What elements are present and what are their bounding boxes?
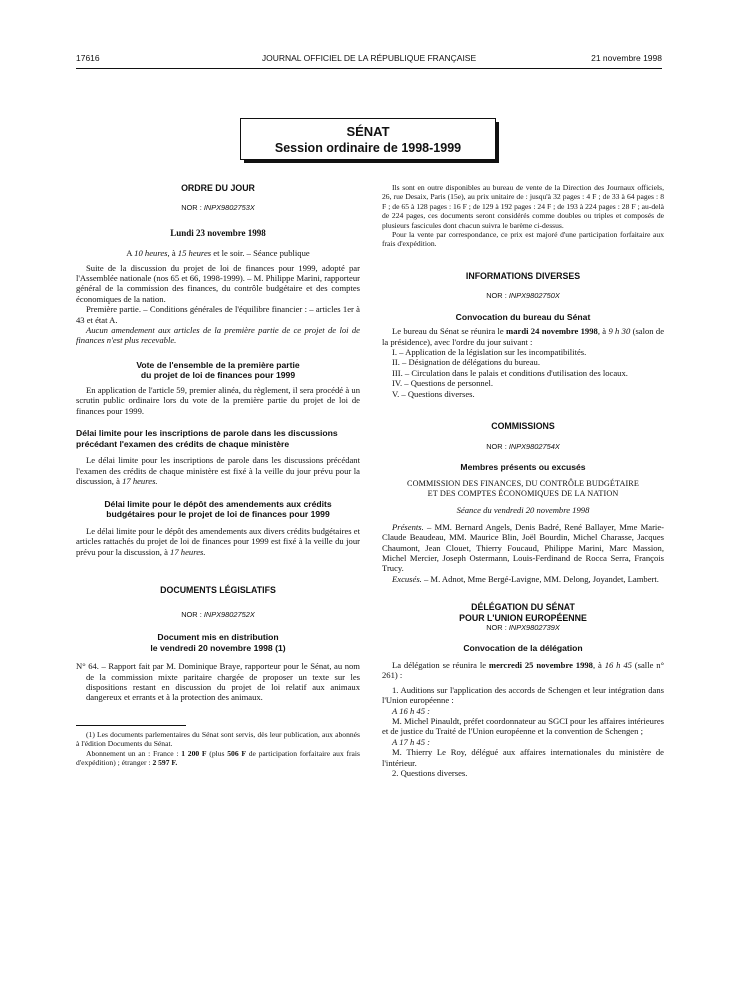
- nor-reference: NOR : INPX9802752X: [181, 609, 255, 619]
- paragraph-premiere-partie: Première partie. – Conditions générales de l'équilibre financier : – articles 1er à 43 et état A.: [76, 304, 360, 325]
- paragraph-aucun-amendement: Aucun amendement aux articles de la première partie de ce projet de loi de finances n'est plus recevable.: [76, 325, 360, 346]
- box-shadow-bottom: [244, 160, 499, 163]
- box-shadow-right: [496, 122, 499, 163]
- vote-heading: Vote de l'ensemble de la première partie du projet de loi de finances pour 1999: [136, 359, 300, 381]
- agenda-item-5: V. – Questions diverses.: [392, 388, 475, 399]
- journal-title: JOURNAL OFFICIEL DE LA RÉPUBLIQUE FRANÇAISE: [261, 53, 477, 63]
- informations-diverses-heading: INFORMATIONS DIVERSES: [465, 270, 581, 281]
- paragraph-no64: N° 64. – Rapport fait par M. Dominique Braye, rapporteur pour le Sénat, au nom de la commission mixte paritaire chargée de proposer un texte sur les dispositions restant en discussion du projet de loi relatif aux animaux dangereux et errants et à la protection des animaux.: [76, 661, 360, 703]
- document-distribution-heading: Document mis en distribution le vendredi 20 novembre 1998 (1): [150, 631, 286, 653]
- senat-title: SÉNAT: [346, 124, 390, 139]
- commission-name: COMMISSION DES FINANCES, DU CONTRÔLE BUDGÉTAIRE ET DES COMPTES ÉCONOMIQUES DE LA NATION: [407, 478, 639, 498]
- paragraph-vente: Ils sont en outre disponibles au bureau de vente de la Direction des Journaux officiels, 26, rue Desaix, Paris (15e), au prix unitaire de : jusqu'à 32 pages : 4 F ; de 33 à 64 pages : 8 F ; de 65 à 128 pages : 16 F ; de 129 à 192 pages : 24 F ; de 193 à 224 pages : 28 F ; au-delà de 224 pages, ces documents seront considérés comme doubles ou triples et composés de plusieurs fascicules dont chacun suivra le barème ci-dessus.: [382, 183, 664, 230]
- page-header: [76, 53, 662, 65]
- nor-reference: NOR : INPX9802753X: [181, 203, 255, 213]
- paragraph-delai-amendements: Le délai limite pour le dépôt des amendements aux divers crédits budgétaires et articles rattachés du projet de loi de finances pour 1999 est fixé à la veille du jour prévu pour la discussion, à 17 heures.: [76, 525, 360, 557]
- issue-date: 21 novembre 1998: [591, 53, 662, 63]
- paragraph-vote: En application de l'article 59, premier alinéa, du règlement, il sera procédé à un scrutin public ordinaire lors du vote de la première partie du projet de loi de finances pour 1999.: [76, 385, 360, 416]
- paragraph-delegation: La délégation se réunira le mercredi 25 novembre 1998, à 16 h 45 (salle n° 261) :: [382, 659, 665, 681]
- agenda-item-2: II. – Désignation de délégations du bureau.: [392, 357, 540, 368]
- paragraph-correspondance: Pour la vente par correspondance, ce prix est majoré d'une participation forfaitaire aux frais d'expédition.: [382, 230, 664, 249]
- paragraph-auditions: 1. Auditions sur l'application des accords de Schengen et leur intégration dans l'Union européenne :: [382, 684, 664, 706]
- right-column: [382, 183, 664, 778]
- left-column: [76, 183, 360, 767]
- paragraph-questions: 2. Questions diverses.: [392, 768, 468, 779]
- paragraph-pinauldt: M. Michel Pinauldt, préfet coordonnateur au SGCI pour les affaires intérieures et de justice du Traité de l'Union européenne et la convention de Schengen ;: [382, 716, 664, 737]
- membres-heading: Membres présents ou excusés: [460, 461, 586, 472]
- nor-reference: NOR : INPX9802754X: [486, 441, 560, 451]
- seance-line: A 10 heures, à 15 heures et le soir. – Séance publique: [126, 248, 310, 259]
- delai-amendements-heading: Délai limite pour le dépôt des amendements aux crédits budgétaires pour le projet de loi de finances pour 1999: [104, 498, 332, 520]
- convocation-delegation-heading: Convocation de la délégation: [463, 643, 583, 654]
- paragraph-presents: Présents. – MM. Bernard Angels, Denis Badré, René Ballayer, Mme Marie-Claude Beaudeau, MM. Maurice Blin, Joël Bourdin, Michel Charasse, Jacques Chaumont, Jean Clouet, Thierry Foucaud, Philippe Marini, Marc Massion, Michel Mercier, Joseph Ostermann, Louis-Ferdinand de Rocca Serra, François Trucy.: [382, 521, 664, 574]
- convocation-bureau-heading: Convocation du bureau du Sénat: [455, 311, 591, 322]
- paragraph-delai-inscriptions: Le délai limite pour les inscriptions de parole dans les discussions précédant l'examen des crédits de chaque ministère est fixé à la veille du jour prévu pour la discussion, à 17 heures.: [76, 455, 360, 487]
- session-title: Session ordinaire de 1998-1999: [274, 141, 462, 155]
- page-number: 17616: [76, 53, 100, 63]
- paragraph-le-roy: M. Thierry Le Roy, délégué aux affaires internationales du ministère de l'intérieur.: [382, 747, 664, 768]
- footnote-abonnement: Abonnement un an : France : 1 200 F (plus 506 F de participation forfaitaire aux frais d'expédition) ; étranger : 2 597 F.: [76, 748, 360, 767]
- ordre-du-jour-heading: ORDRE DU JOUR: [181, 183, 255, 193]
- delegation-heading: DÉLÉGATION DU SÉNAT POUR L'UNION EUROPÉENNE: [459, 602, 587, 623]
- senat-title-box: [240, 118, 496, 160]
- nor-reference: NOR : INPX9802750X: [486, 291, 560, 301]
- paragraph-bureau: Le bureau du Sénat se réunira le mardi 24 novembre 1998, à 9 h 30 (salon de la présidence), avec l'ordre du jour suivant :: [382, 326, 665, 347]
- paragraph-suite: Suite de la discussion du projet de loi de finances pour 1999, adopté par l'Assemblée nationale (nos 65 et 66, 1998-1999). – M. Philippe Marini, rapporteur général de la commission des finances, du contrôle budgétaire et des comptes économiques de la nation.: [76, 262, 360, 304]
- delai-inscriptions-heading: Délai limite pour les inscriptions de parole dans les discussions précédant l'examen des crédits de chaque ministère: [76, 428, 338, 449]
- time-16h45: A 16 h 45 :: [392, 705, 431, 716]
- day-heading: Lundi 23 novembre 1998: [170, 227, 266, 238]
- documents-legislatifs-heading: DOCUMENTS LÉGISLATIFS: [160, 585, 276, 596]
- time-17h45: A 17 h 45 :: [392, 736, 431, 747]
- nor-reference: NOR : INPX9802739X: [486, 622, 560, 632]
- footnote-1: (1) Les documents parlementaires du Sénat sont servis, dès leur publication, aux abonnés à l'édition Documents du Sénat.: [76, 729, 360, 749]
- header-rule: [76, 68, 662, 69]
- agenda-item-4: IV. – Questions de personnel.: [392, 378, 494, 389]
- commissions-heading: COMMISSIONS: [491, 421, 555, 432]
- seance-date: Séance du vendredi 20 novembre 1998: [456, 505, 590, 516]
- paragraph-excuses: Excusés. – M. Adnot, Mme Bergé-Lavigne, MM. Delong, Joyandet, Lambert.: [392, 573, 659, 584]
- agenda-item-3: III. – Circulation dans le palais et conditions d'utilisation des locaux.: [392, 367, 628, 378]
- agenda-item-1: I. – Application de la législation sur les incompatibilités.: [392, 347, 587, 358]
